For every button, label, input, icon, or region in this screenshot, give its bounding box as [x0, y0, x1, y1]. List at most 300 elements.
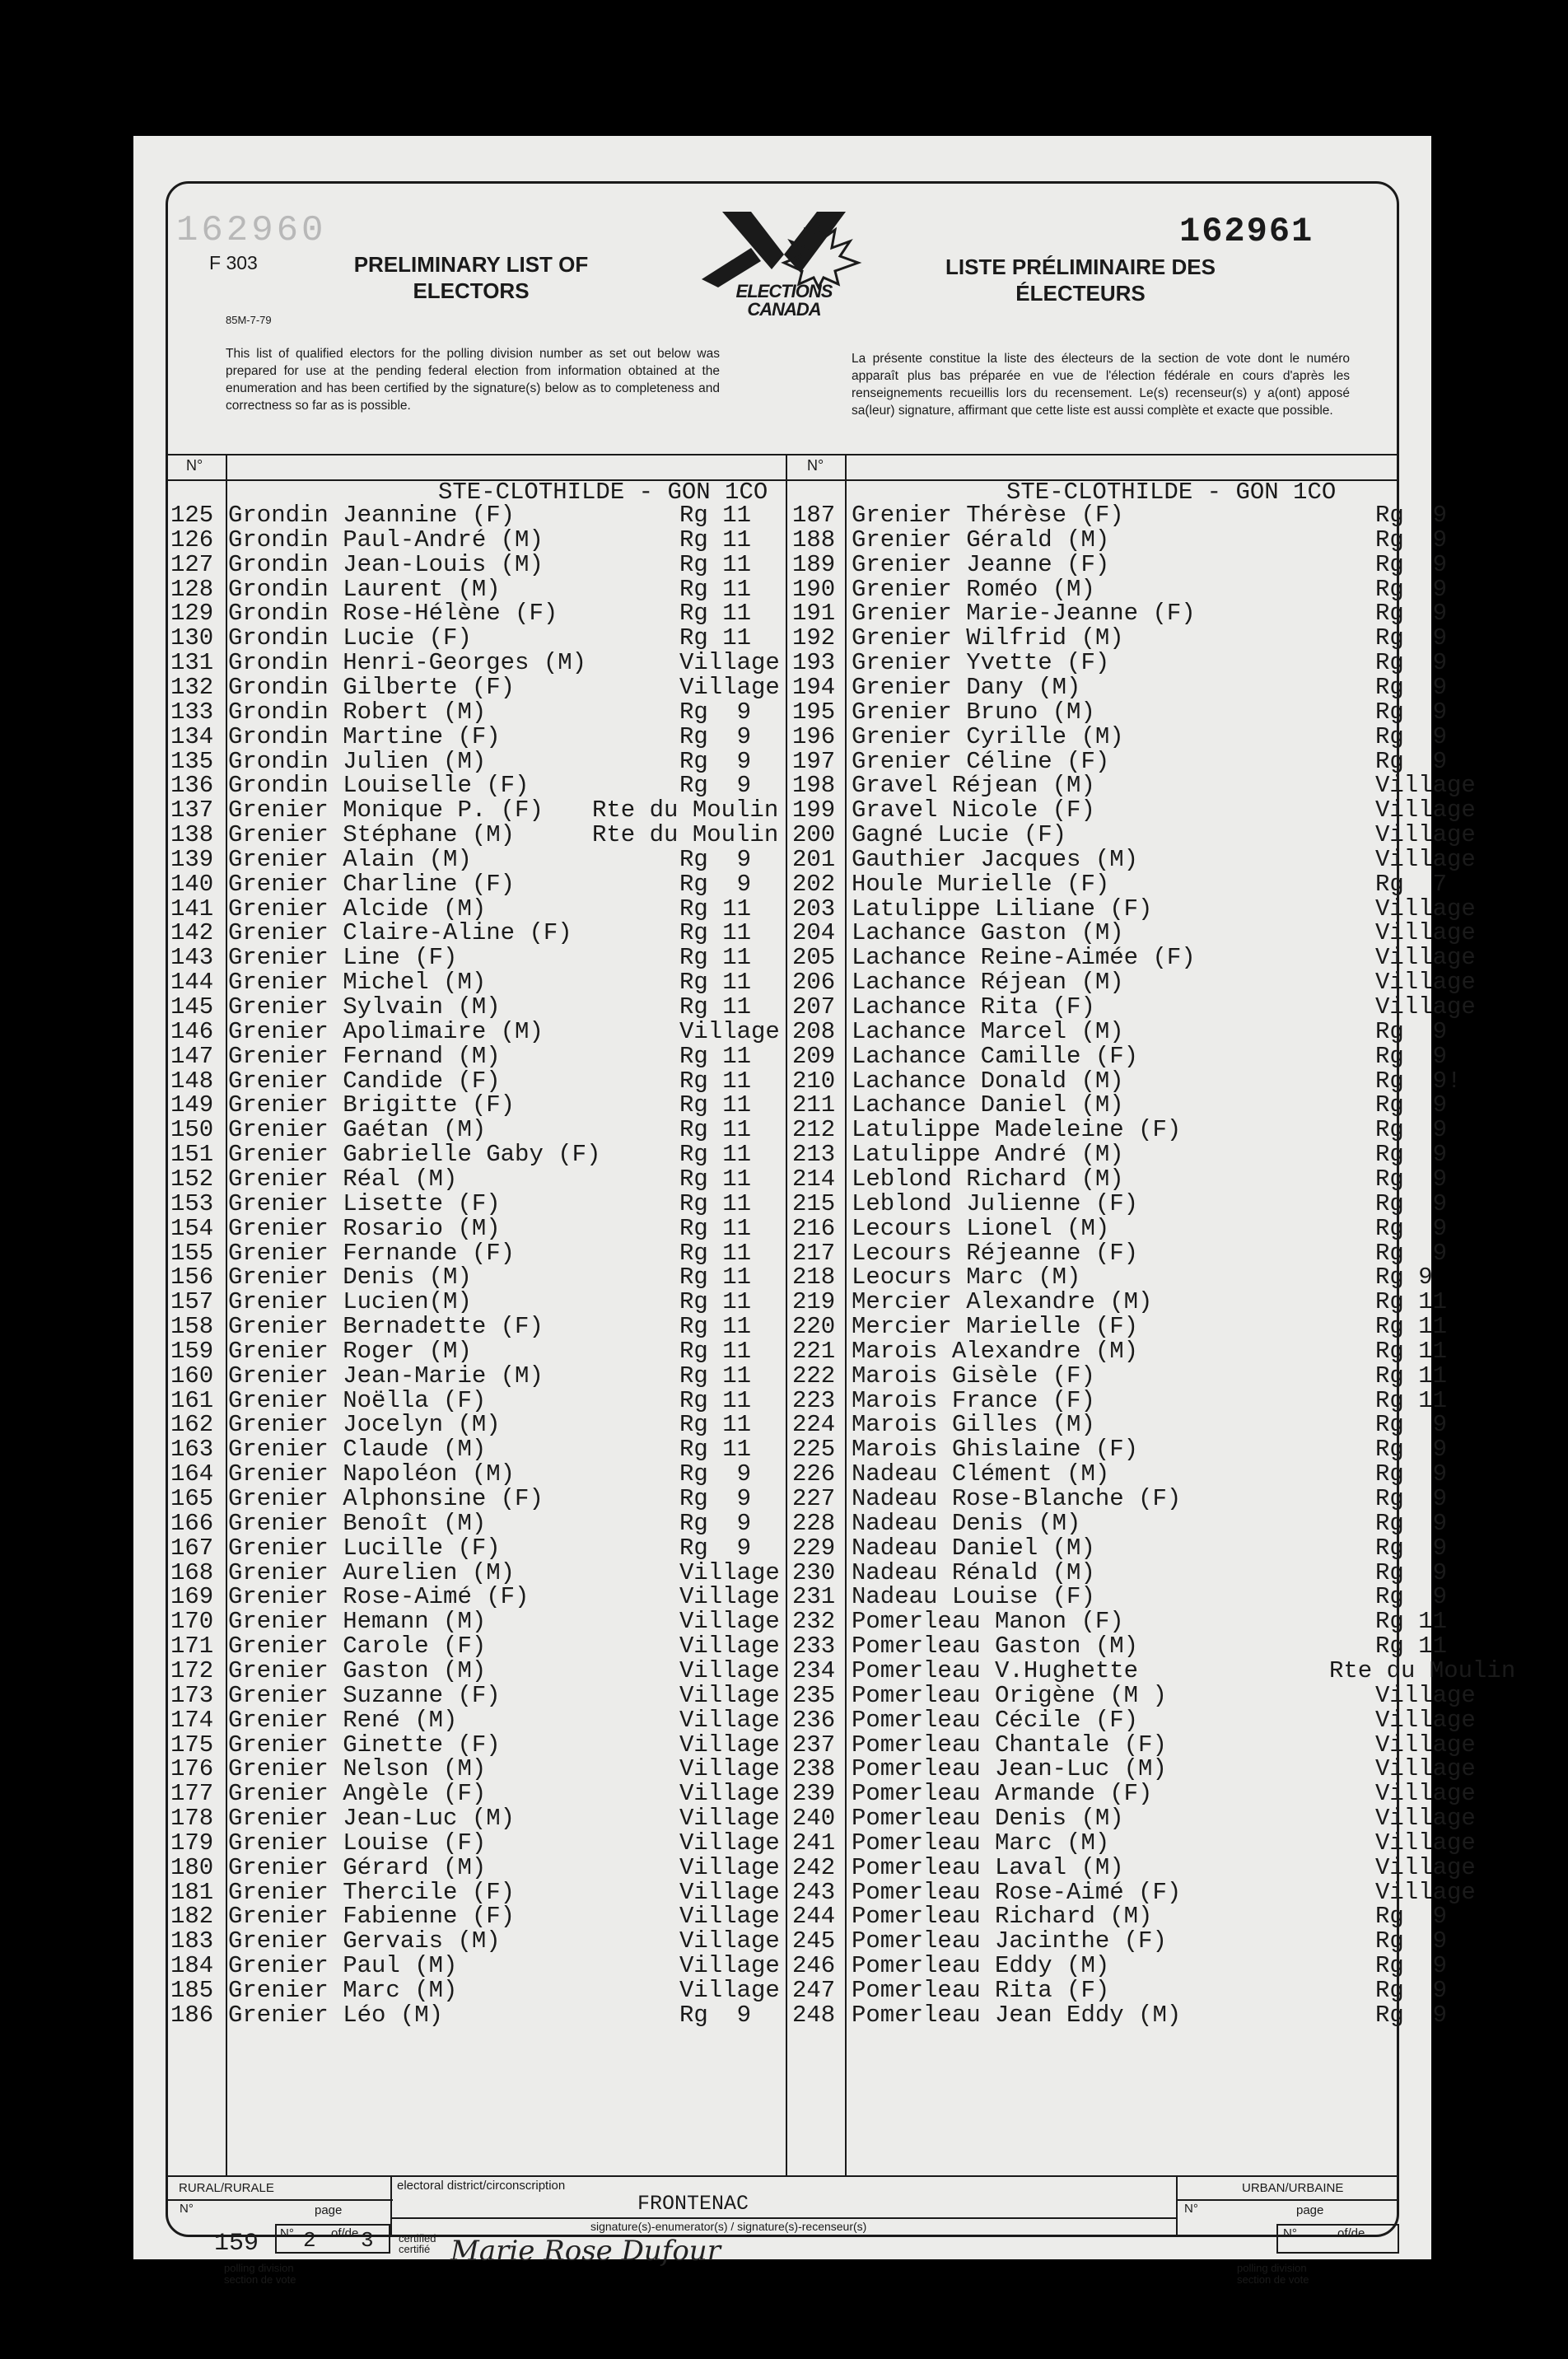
elector-number: 143: [170, 944, 214, 972]
intro-text-english: This list of qualified electors for the polling division number as set out below was prepared for use at the pending federal election from information obtained at the enumeration and has been certified by the signature(s) below as to completeness and correctness so far as is possible.: [226, 347, 720, 413]
elector-location: Rg 9: [1375, 747, 1448, 775]
table-top-rule: [166, 454, 1399, 455]
elector-name: Grenier Stéphane (M): [228, 821, 516, 849]
elector-location: Rg 11: [679, 969, 752, 997]
elector-location: Rg 9: [1375, 1436, 1448, 1464]
elector-number: 185: [170, 1977, 214, 2004]
elector-location: Village: [679, 1903, 780, 1931]
elector-location: Rg 11: [679, 1362, 752, 1390]
elector-location: Village: [1375, 1681, 1476, 1709]
elector-number: 150: [170, 1116, 214, 1144]
page-no-label: N°: [280, 2226, 294, 2240]
elector-number: 207: [792, 993, 836, 1021]
elector-location: Village: [679, 1927, 780, 1955]
page-no-value: 2: [303, 2228, 316, 2253]
polling-division-caption: [224, 2263, 296, 2286]
elector-number: 147: [170, 1042, 214, 1070]
elector-number: 151: [170, 1141, 214, 1169]
elector-location: Rg 9: [1375, 722, 1448, 750]
column-divider-rule: [786, 454, 787, 2175]
elector-name: Nadeau Denis (M): [852, 1509, 1081, 1537]
elector-location: Village: [679, 1805, 780, 1833]
elector-number: 167: [170, 1534, 214, 1562]
elector-number: 227: [792, 1485, 836, 1512]
district-value: FRONTENAC: [637, 2192, 749, 2216]
document-page: [133, 136, 1516, 2286]
elector-location: Rg 9: [1375, 1091, 1448, 1119]
elector-name: Grondin Laurent (M): [228, 575, 501, 603]
elector-number: 220: [792, 1313, 836, 1341]
elector-name: Grenier Gervais (M): [228, 1927, 501, 1955]
elector-number: 135: [170, 747, 214, 775]
elector-number: 194: [792, 673, 836, 701]
elector-number: 129: [170, 600, 214, 628]
elector-number: 210: [792, 1067, 836, 1095]
elector-location: Village: [679, 1755, 780, 1783]
elector-location: Rg 11: [679, 1313, 752, 1341]
elector-location: Village: [679, 1583, 780, 1611]
elector-location: Rte du Moulin: [1329, 1656, 1516, 1684]
elector-name: Grenier Alain (M): [228, 845, 472, 873]
elector-location: Village: [1375, 1706, 1476, 1734]
elector-location: Rg 9: [679, 1460, 752, 1488]
elector-location: Rg 9: [1375, 1411, 1448, 1439]
elector-name: Grenier Ginette (F): [228, 1731, 501, 1759]
elector-name: Pomerleau Origène (M ): [852, 1681, 1167, 1709]
elector-location: Village: [1375, 1755, 1476, 1783]
elector-location: Rg 9: [679, 2001, 752, 2029]
elector-number: 200: [792, 821, 836, 849]
elector-location: Village: [679, 1656, 780, 1684]
elector-name: Grenier René (M): [228, 1706, 458, 1734]
elector-location: Rg 11: [679, 895, 752, 923]
elector-number: 149: [170, 1091, 214, 1119]
elector-location: Rg 11: [679, 1116, 752, 1144]
elector-name: Mercier Marielle (F): [852, 1313, 1139, 1341]
elector-location: Rg 9: [1375, 1141, 1448, 1169]
elector-number: 202: [792, 870, 836, 898]
elector-name: Grenier Paul (M): [228, 1952, 458, 1980]
elector-name: Grenier Lucien(M): [228, 1288, 472, 1316]
elector-location: Rg 11: [1375, 1633, 1448, 1661]
elector-location: Rg 7: [1375, 870, 1448, 898]
urban-no-label: N°: [1184, 2202, 1198, 2216]
elector-number: 125: [170, 502, 214, 529]
elector-location: Rg 9: [1375, 649, 1448, 677]
elector-location: Rg 11: [679, 575, 752, 603]
elector-name: Grenier Gérard (M): [228, 1853, 487, 1881]
elector-name: Lachance Gaston (M): [852, 919, 1124, 947]
elector-name: Grenier Apolimaire (M): [228, 1017, 544, 1045]
elector-name: Grenier Fernand (M): [228, 1042, 501, 1070]
elector-location: Village: [679, 1780, 780, 1808]
elector-name: Nadeau Louise (F): [852, 1583, 1095, 1611]
urban-page-no-label: N°: [1283, 2226, 1297, 2240]
elector-number: 246: [792, 1952, 836, 1980]
elector-number: 173: [170, 1681, 214, 1709]
elector-name: Mercier Alexandre (M): [852, 1288, 1153, 1316]
elector-number: 242: [792, 1853, 836, 1881]
elector-name: Grenier Gaston (M): [228, 1656, 487, 1684]
elector-number: 142: [170, 919, 214, 947]
elector-number: 140: [170, 870, 214, 898]
elector-location: Rg 11: [679, 1141, 752, 1169]
elector-number: 248: [792, 2001, 836, 2029]
elector-location: Rg 9: [1375, 1952, 1448, 1980]
elector-number: 238: [792, 1755, 836, 1783]
polling-caption-fr: section de vote: [224, 2273, 296, 2286]
elector-number: 231: [792, 1583, 836, 1611]
elector-name: Latulippe Madeleine (F): [852, 1116, 1182, 1144]
certified-label: [399, 2233, 436, 2254]
elector-number: 198: [792, 772, 836, 800]
elector-number: 189: [792, 550, 836, 578]
elector-location: Rg 9: [1375, 1583, 1448, 1611]
elector-name: Grenier Candide (F): [228, 1067, 501, 1095]
elector-location: Village: [679, 1558, 780, 1586]
elector-location: Village: [1375, 772, 1476, 800]
elector-number: 148: [170, 1067, 214, 1095]
elector-location: Village: [1375, 969, 1476, 997]
elector-number: 191: [792, 600, 836, 628]
elector-name: Grenier Jean-Luc (M): [228, 1805, 516, 1833]
elector-location: Village: [1375, 895, 1476, 923]
elector-name: Grenier Thérèse (F): [852, 502, 1124, 529]
elector-name: Pomerleau Eddy (M): [852, 1952, 1110, 1980]
elector-number: 188: [792, 526, 836, 554]
urban-polling-caption: [1237, 2263, 1309, 2286]
elector-number: 133: [170, 698, 214, 726]
elector-name: Grondin Robert (M): [228, 698, 487, 726]
elector-number: 136: [170, 772, 214, 800]
elector-number: 244: [792, 1903, 836, 1931]
list-number: 162961: [1179, 212, 1314, 251]
elector-name: Grenier Noëlla (F): [228, 1386, 487, 1414]
elector-number: 206: [792, 969, 836, 997]
polling-caption-en: polling division: [224, 2262, 294, 2274]
elector-number: 234: [792, 1656, 836, 1684]
elector-number: 247: [792, 1977, 836, 2004]
elector-number: 132: [170, 673, 214, 701]
elector-name: Grenier Gaétan (M): [228, 1116, 487, 1144]
elector-location: Rg 9: [679, 870, 752, 898]
elector-location: Rg 11: [679, 1288, 752, 1316]
elector-location: Rg 9: [1375, 550, 1448, 578]
elector-number: 169: [170, 1583, 214, 1611]
elector-number: 195: [792, 698, 836, 726]
elector-number: 127: [170, 550, 214, 578]
elector-number: 158: [170, 1313, 214, 1341]
elector-name: Grenier Michel (M): [228, 969, 487, 997]
elector-location: Rg 9: [1375, 1558, 1448, 1586]
elector-name: Latulippe Liliane (F): [852, 895, 1153, 923]
elector-number: 208: [792, 1017, 836, 1045]
elector-name: Gagné Lucie (F): [852, 821, 1067, 849]
elector-name: Lecours Réjeanne (F): [852, 1239, 1139, 1267]
elector-name: Grondin Jeannine (F): [228, 502, 516, 529]
stamp-number: 162960: [176, 210, 327, 251]
elector-number: 199: [792, 796, 836, 824]
elector-location: Rg 9: [1375, 1927, 1448, 1955]
elector-location: Rg 9: [1375, 1239, 1448, 1267]
elector-location: Rg 11: [679, 624, 752, 652]
elector-location: Rg 9: [1375, 1534, 1448, 1562]
elector-number: 160: [170, 1362, 214, 1390]
elector-name: Grenier Jocelyn (M): [228, 1411, 501, 1439]
elector-location: Rg 9: [679, 845, 752, 873]
elector-name: Grenier Marie-Jeanne (F): [852, 600, 1196, 628]
elector-number: 217: [792, 1239, 836, 1267]
elector-location: Village: [679, 1681, 780, 1709]
elector-name: Grondin Julien (M): [228, 747, 487, 775]
elector-name: Leblond Julienne (F): [852, 1189, 1139, 1217]
elector-location: Rg 11: [679, 1067, 752, 1095]
elector-number: 232: [792, 1608, 836, 1636]
elector-number: 180: [170, 1853, 214, 1881]
elector-name: Grondin Louiselle (F): [228, 772, 530, 800]
elector-location: Rg 9: [1375, 698, 1448, 726]
number-header-right: N°: [807, 457, 824, 474]
elector-name: Grenier Roger (M): [228, 1337, 472, 1365]
elector-name: Latulippe André (M): [852, 1141, 1124, 1169]
signature-label: signature(s)-enumerator(s) / signature(s)-recenseur(s): [590, 2220, 867, 2233]
elector-location: Rg 11: [679, 1436, 752, 1464]
elector-name: Grondin Paul-André (M): [228, 526, 544, 554]
elector-name: Grondin Martine (F): [228, 722, 501, 750]
elector-name: Lachance Rita (F): [852, 993, 1095, 1021]
elector-number: 240: [792, 1805, 836, 1833]
elector-name: Grenier Lisette (F): [228, 1189, 501, 1217]
elector-number: 161: [170, 1386, 214, 1414]
elector-name: Marois France (F): [852, 1386, 1095, 1414]
elector-location: Village: [1375, 1853, 1476, 1881]
elector-name: Grenier Louise (F): [228, 1829, 487, 1857]
elector-number: 192: [792, 624, 836, 652]
elector-number: 243: [792, 1878, 836, 1906]
elector-name: Lecours Lionel (M): [852, 1214, 1110, 1242]
elector-number: 141: [170, 895, 214, 923]
elector-name: Pomerleau V.Hughette: [852, 1656, 1139, 1684]
elector-location: Rg 9: [1375, 575, 1448, 603]
elector-name: Pomerleau Armande (F): [852, 1780, 1153, 1808]
elector-location: Rg 9: [1375, 1017, 1448, 1045]
elector-location: Rg 11: [679, 1239, 752, 1267]
elector-number: 166: [170, 1509, 214, 1537]
elector-number: 179: [170, 1829, 214, 1857]
elector-location: Rg 9: [1375, 1165, 1448, 1193]
elector-location: Village: [679, 673, 780, 701]
elector-name: Grenier Bernadette (F): [228, 1313, 544, 1341]
elector-name: Grenier Monique P. (F): [228, 796, 544, 824]
elector-name: Nadeau Daniel (M): [852, 1534, 1095, 1562]
elector-number: 190: [792, 575, 836, 603]
elector-name: Grenier Gabrielle Gaby (F): [228, 1141, 601, 1169]
elector-location: Rg 9: [1375, 1509, 1448, 1537]
elector-name: Grenier Claude (M): [228, 1436, 487, 1464]
elector-number: 229: [792, 1534, 836, 1562]
elector-number: 177: [170, 1780, 214, 1808]
elector-location: Rg 11: [679, 526, 752, 554]
elector-name: Grenier Jean-Marie (M): [228, 1362, 544, 1390]
elector-name: Grenier Suzanne (F): [228, 1681, 501, 1709]
elector-name: Pomerleau Rita (F): [852, 1977, 1110, 2004]
elector-location: Rg 9: [1375, 1214, 1448, 1242]
elector-number: 144: [170, 969, 214, 997]
elector-location: Rg 9: [1375, 1264, 1433, 1292]
elector-number: 186: [170, 2001, 214, 2029]
elector-name: Pomerleau Cécile (F): [852, 1706, 1139, 1734]
elector-location: Rg 11: [679, 1264, 752, 1292]
elector-location: Rg 9: [1375, 1460, 1448, 1488]
elector-name: Grondin Gilberte (F): [228, 673, 516, 701]
elector-number: 155: [170, 1239, 214, 1267]
elector-location: Rg 11: [1375, 1608, 1448, 1636]
elector-number: 162: [170, 1411, 214, 1439]
elector-name: Lachance Donald (M): [852, 1067, 1124, 1095]
elector-name: Grenier Nelson (M): [228, 1755, 487, 1783]
elector-number: 205: [792, 944, 836, 972]
elector-name: Nadeau Clément (M): [852, 1460, 1110, 1488]
elector-location: Rg 9: [679, 1485, 752, 1512]
elector-number: 201: [792, 845, 836, 873]
logo-wordmark-line2: CANADA: [747, 299, 821, 320]
page-of-value: 3: [361, 2228, 374, 2253]
elector-name: Pomerleau Marc (M): [852, 1829, 1110, 1857]
right-column-header: STE-CLOTHILDE - GON 1CO: [1006, 479, 1337, 506]
urban-page-of-label: of/de: [1337, 2226, 1365, 2240]
elector-location: Village: [1375, 1731, 1476, 1759]
elector-number: 178: [170, 1805, 214, 1833]
elector-name: Grenier Alphonsine (F): [228, 1485, 544, 1512]
elector-name: Grenier Yvette (F): [852, 649, 1110, 677]
elector-location: Rg 11: [679, 550, 752, 578]
elector-location: Village: [679, 649, 780, 677]
elector-number: 172: [170, 1656, 214, 1684]
elector-location: Village: [1375, 796, 1476, 824]
elector-location: Rg 9: [1375, 502, 1448, 529]
elector-number: 209: [792, 1042, 836, 1070]
elector-name: Grenier Wilfrid (M): [852, 624, 1124, 652]
elector-name: Grenier Sylvain (M): [228, 993, 501, 1021]
elector-number: 203: [792, 895, 836, 923]
elector-location: Rg 9: [1375, 1189, 1448, 1217]
elector-location: Rg 9: [1375, 1042, 1448, 1070]
elector-name: Grenier Denis (M): [228, 1264, 472, 1292]
elector-name: Houle Murielle (F): [852, 870, 1110, 898]
elector-number: 156: [170, 1264, 214, 1292]
elector-location: Village: [1375, 821, 1476, 849]
elector-number: 181: [170, 1878, 214, 1906]
elector-number: 174: [170, 1706, 214, 1734]
rural-label-rule: [166, 2199, 393, 2201]
elector-number: 223: [792, 1386, 836, 1414]
form-number: F 303: [209, 252, 258, 273]
elector-name: Grondin Henri-Georges (M): [228, 649, 587, 677]
elector-location: Village: [679, 1853, 780, 1881]
elector-number: 236: [792, 1706, 836, 1734]
urban-label-rule: [1176, 2199, 1399, 2201]
elector-location: Rg 9: [679, 772, 752, 800]
elector-name: Gravel Nicole (F): [852, 796, 1095, 824]
elector-location: Rg 9!: [1375, 1067, 1462, 1095]
elector-number: 145: [170, 993, 214, 1021]
enumerator-signature: Marie Rose Dufour: [450, 2235, 721, 2268]
elector-name: Grenier Aurelien (M): [228, 1558, 516, 1586]
elector-name: Marois Gisèle (F): [852, 1362, 1095, 1390]
elector-location: Rg 9: [1375, 2001, 1448, 2029]
elector-location: Village: [679, 1878, 780, 1906]
elector-number: 219: [792, 1288, 836, 1316]
elector-name: Leblond Richard (M): [852, 1165, 1124, 1193]
district-label: electoral district/circonscription: [397, 2179, 566, 2193]
elector-location: Village: [679, 1706, 780, 1734]
elector-location: Rg 9: [679, 698, 752, 726]
elector-location: Rg 9: [1375, 624, 1448, 652]
elector-number: 216: [792, 1214, 836, 1242]
elector-name: Grenier Bruno (M): [852, 698, 1095, 726]
elector-number: 221: [792, 1337, 836, 1365]
elector-name: Grenier Lucille (F): [228, 1534, 501, 1562]
elector-number: 164: [170, 1460, 214, 1488]
elector-number: 134: [170, 722, 214, 750]
elector-number: 153: [170, 1189, 214, 1217]
elector-location: Village: [679, 1952, 780, 1980]
elector-number: 154: [170, 1214, 214, 1242]
elector-name: Pomerleau Jean Eddy (M): [852, 2001, 1182, 2029]
elector-location: Rg 9: [679, 722, 752, 750]
elector-name: Lachance Camille (F): [852, 1042, 1139, 1070]
elector-location: Village: [1375, 845, 1476, 873]
elector-location: Rte du Moulin: [592, 821, 779, 849]
elector-number: 241: [792, 1829, 836, 1857]
elector-location: Rte du Moulin: [592, 796, 779, 824]
elector-name: Grenier Jeanne (F): [852, 550, 1110, 578]
elector-location: Rg 11: [1375, 1313, 1448, 1341]
elector-name: Grenier Hemann (M): [228, 1608, 487, 1636]
elector-number: 171: [170, 1633, 214, 1661]
elector-number: 212: [792, 1116, 836, 1144]
elector-name: Pomerleau Laval (M): [852, 1853, 1124, 1881]
elector-name: Grenier Charline (F): [228, 870, 516, 898]
elector-location: Rg 11: [679, 502, 752, 529]
elector-name: Grenier Léo (M): [228, 2001, 444, 2029]
elector-name: Grenier Benoît (M): [228, 1509, 487, 1537]
elector-location: Rg 9: [1375, 1903, 1448, 1931]
elector-name: Pomerleau Rose-Aimé (F): [852, 1878, 1182, 1906]
elector-number: 126: [170, 526, 214, 554]
elector-number: 130: [170, 624, 214, 652]
elector-location: Rg 11: [679, 993, 752, 1021]
page-of-label: of/de: [331, 2226, 359, 2240]
elector-name: Pomerleau Jacinthe (F): [852, 1927, 1167, 1955]
elector-location: Village: [1375, 919, 1476, 947]
rural-no-label: N°: [180, 2202, 194, 2216]
district-rule: [390, 2217, 1176, 2219]
elector-number: 168: [170, 1558, 214, 1586]
elector-location: Rg 11: [679, 1042, 752, 1070]
elector-location: Rg 9: [1375, 526, 1448, 554]
elector-number: 165: [170, 1485, 214, 1512]
elector-number: 237: [792, 1731, 836, 1759]
elector-number: 182: [170, 1903, 214, 1931]
logo-wordmark-line1: ELECTIONS: [735, 281, 833, 301]
footer-divider-right: [1176, 2175, 1178, 2237]
elector-number: 146: [170, 1017, 214, 1045]
elector-location: Rg 9: [1375, 1485, 1448, 1512]
elector-location: Rg 11: [679, 1214, 752, 1242]
elector-number: 213: [792, 1141, 836, 1169]
elector-location: Rg 9: [1375, 1977, 1448, 2004]
